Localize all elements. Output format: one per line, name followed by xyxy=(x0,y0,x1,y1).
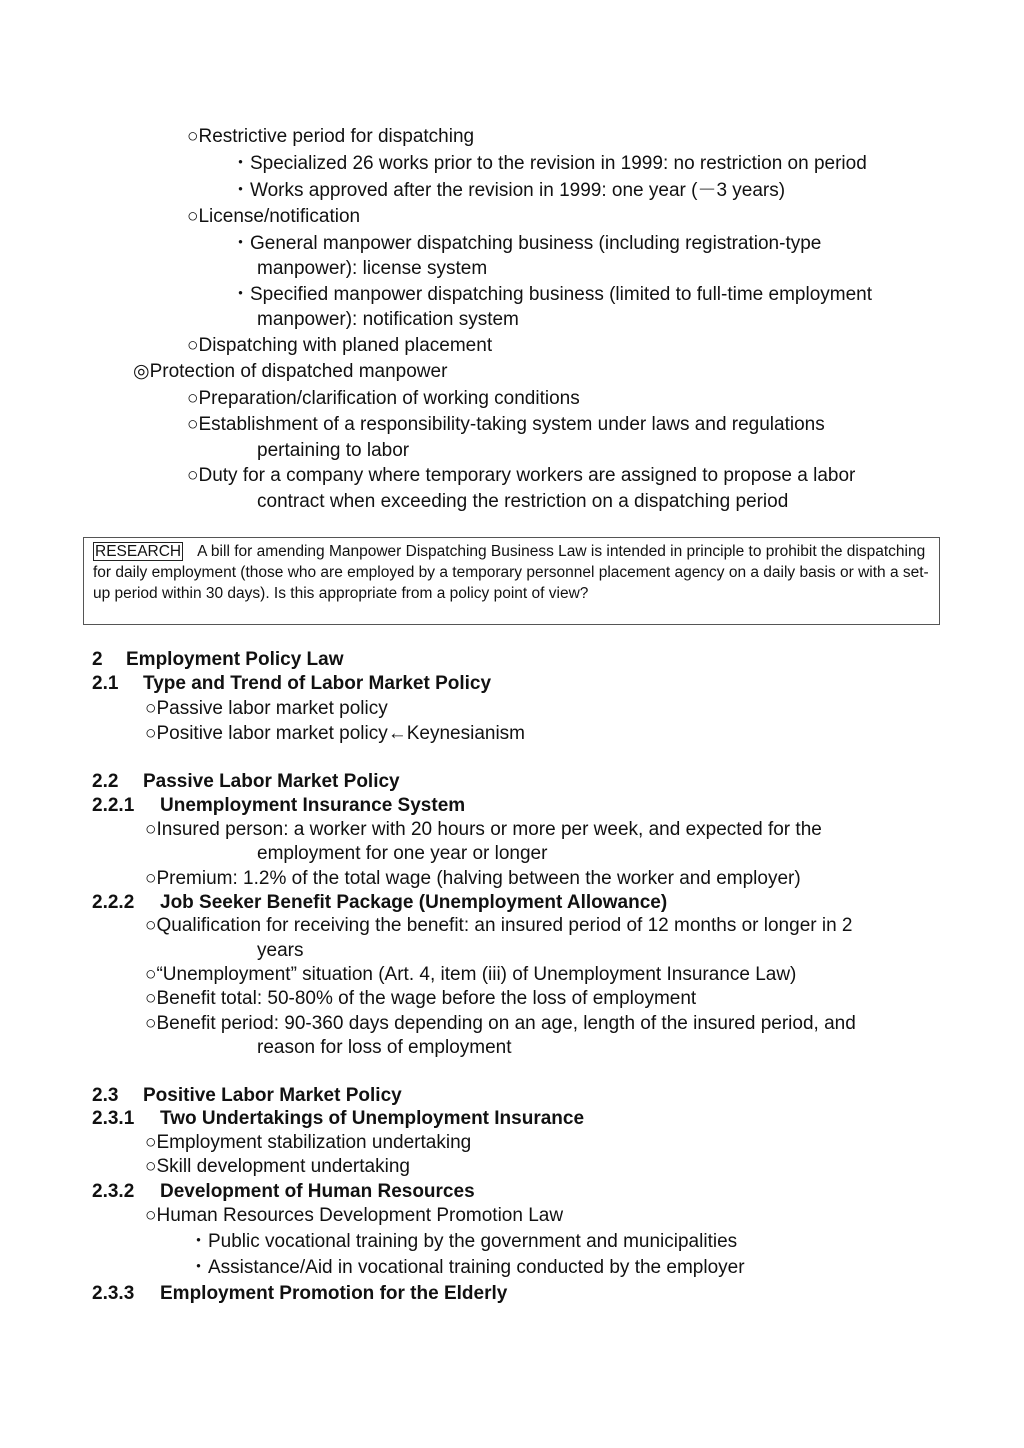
assistance-item: ・Assistance/Aid in vocational training conducted by the employer xyxy=(189,1257,745,1278)
protection-heading: ◎Protection of dispatched manpower xyxy=(133,361,448,382)
premium-item: ○Premium: 1.2% of the total wage (halving between the worker and employer) xyxy=(145,868,801,889)
benefit-total-item: ○Benefit total: 50-80% of the wage before the loss of employment xyxy=(145,988,697,1009)
establishment-cont: pertaining to labor xyxy=(257,440,410,461)
license-notification-item: ○License/notification xyxy=(187,206,361,227)
section-2-2-1-heading xyxy=(92,794,465,818)
planned-placement-item: ○Dispatching with planed placement xyxy=(187,335,493,356)
section-2-3-1-title: Two Undertakings of Unemployment Insurance xyxy=(160,1108,585,1129)
section-2-3-3-number: 2.3.3 xyxy=(92,1283,135,1304)
section-2-2-title: Passive Labor Market Policy xyxy=(143,771,400,792)
section-2-3-1-heading xyxy=(92,1107,584,1131)
positive-policy-item: ○Positive labor market policy←Keynesianism xyxy=(145,723,526,744)
section-2-2-2-title: Job Seeker Benefit Package (Unemployment Allowance) xyxy=(160,892,668,913)
passive-policy-item: ○Passive labor market policy xyxy=(145,698,388,719)
specified-dispatch-cont: manpower): notification system xyxy=(257,309,519,330)
duty-item: ○Duty for a company where temporary workers are assigned to propose a labor xyxy=(187,465,856,486)
general-dispatch-item: ・General manpower dispatching business (including registration-type xyxy=(231,233,822,254)
section-2-2-1-number: 2.2.1 xyxy=(92,795,135,816)
section-2-3-2-heading xyxy=(92,1180,475,1204)
research-text-block xyxy=(93,541,929,604)
specialized-26-item: ・Specialized 26 works prior to the revision in 1999: no restriction on period xyxy=(231,153,867,174)
section-2-2-number: 2.2 xyxy=(92,771,119,792)
benefit-period-item: ○Benefit period: 90-360 days depending on an age, length of the insured period, and xyxy=(145,1013,856,1034)
works-approved-item: ・Works approved after the revision in 1999: one year (－3 years) xyxy=(231,180,786,201)
hrd-law-item: ○Human Resources Development Promotion Law xyxy=(145,1205,564,1226)
employment-stabilization-item: ○Employment stabilization undertaking xyxy=(145,1132,472,1153)
section-2-2-1-title: Unemployment Insurance System xyxy=(160,795,466,816)
establishment-item: ○Establishment of a responsibility-taking system under laws and regulations xyxy=(187,414,825,435)
restrictive-period-item: ○Restrictive period for dispatching xyxy=(187,126,475,147)
skill-development-item: ○Skill development undertaking xyxy=(145,1156,410,1177)
benefit-period-cont: reason for loss of employment xyxy=(257,1037,512,1058)
specified-dispatch-item: ・Specified manpower dispatching business (limited to full-time employment xyxy=(231,284,873,305)
section-2-title: Employment Policy Law xyxy=(126,649,344,670)
insured-person-cont: employment for one year or longer xyxy=(257,843,548,864)
section-2-heading xyxy=(92,648,344,672)
section-2-3-1-number: 2.3.1 xyxy=(92,1108,135,1129)
section-2-3-2-number: 2.3.2 xyxy=(92,1181,135,1202)
duty-cont: contract when exceeding the restriction on a dispatching period xyxy=(257,491,789,512)
research-box xyxy=(83,537,940,625)
preparation-item: ○Preparation/clarification of working conditions xyxy=(187,388,580,409)
general-dispatch-cont: manpower): license system xyxy=(257,258,488,279)
section-2-1-title: Type and Trend of Labor Market Policy xyxy=(143,673,492,694)
qualification-cont: years xyxy=(257,940,304,961)
section-2-3-heading xyxy=(92,1084,402,1108)
section-2-3-3-heading xyxy=(92,1282,507,1306)
section-2-2-2-heading xyxy=(92,891,667,915)
section-2-1-number: 2.1 xyxy=(92,673,119,694)
section-2-1-heading xyxy=(92,672,491,696)
public-training-item: ・Public vocational training by the government and municipalities xyxy=(189,1231,738,1252)
research-tag: RESEARCH xyxy=(95,543,182,560)
section-2-2-heading xyxy=(92,770,400,794)
insured-person-item: ○Insured person: a worker with 20 hours or more per week, and expected for the xyxy=(145,819,822,840)
section-2-3-number: 2.3 xyxy=(92,1085,119,1106)
section-2-number: 2 xyxy=(92,649,103,670)
section-2-3-title: Positive Labor Market Policy xyxy=(143,1085,402,1106)
section-2-3-2-title: Development of Human Resources xyxy=(160,1181,475,1202)
qualification-item: ○Qualification for receiving the benefit: an insured period of 12 months or longer in 2 xyxy=(145,915,853,936)
unemployment-situation-item: ○“Unemployment” situation (Art. 4, item (iii) of Unemployment Insurance Law) xyxy=(145,964,797,985)
research-text: A bill for amending Manpower Dispatching Business Law is intended in principle to prohibit the dispatching for daily employment (those who are employed by a temporary personnel placement agency on a daily basis or with a set-up period within 30 days). Is this appropriate from a policy point of view? xyxy=(93,543,929,602)
section-2-2-2-number: 2.2.2 xyxy=(92,892,135,913)
section-2-3-3-title: Employment Promotion for the Elderly xyxy=(160,1283,508,1304)
